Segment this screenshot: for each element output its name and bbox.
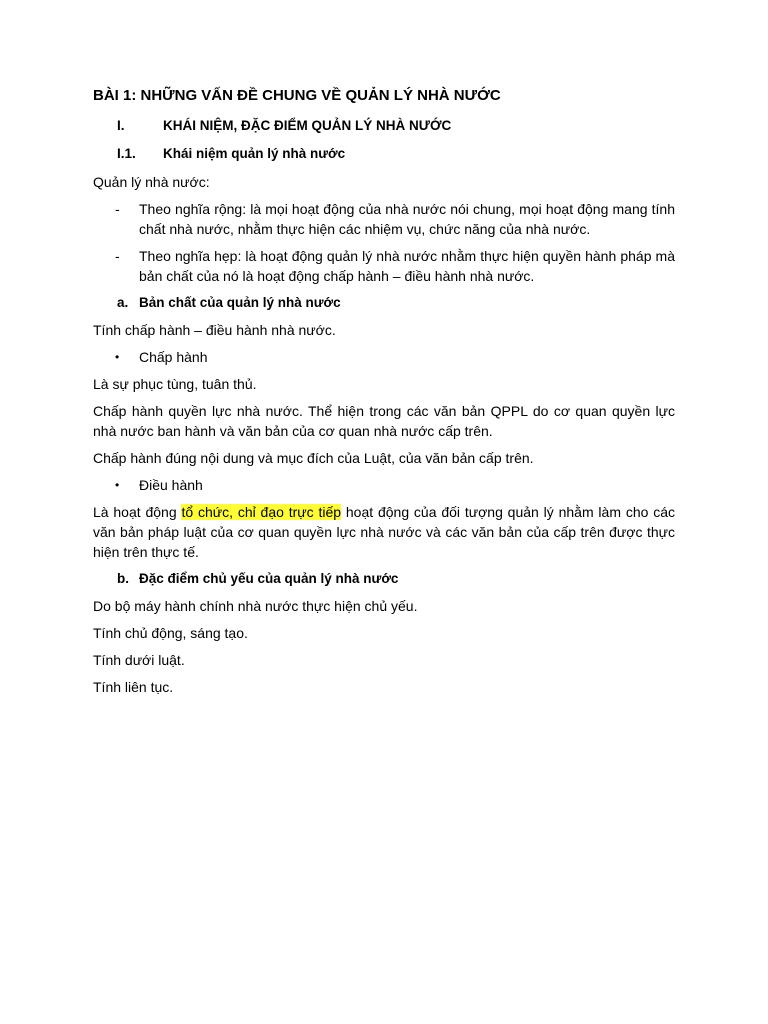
subsection-b-heading — [93, 569, 675, 589]
dash-marker: - — [115, 201, 120, 217]
subsection-label: Bản chất của quản lý nhà nước — [139, 295, 341, 310]
paragraph: Chấp hành quyền lực nhà nước. Thể hiện trong các văn bản QPPL do cơ quan quyền lực nhà nước ban hành và văn bản của cơ quan nhà nước cấp trên. — [93, 403, 675, 439]
paragraph: Do bộ máy hành chính nhà nước thực hiện chủ yếu. — [93, 598, 418, 614]
paragraph: Tính dưới luật. — [93, 652, 185, 668]
definition-item — [93, 246, 675, 286]
section-number: I.1. — [117, 146, 136, 161]
highlighted-text: tổ chức, chỉ đạo trực tiếp — [181, 504, 342, 520]
definition-text: Theo nghĩa hẹp: là hoạt động quản lý nhà nước nhằm thực hiện quyền hành pháp mà bản chất của nó là hoạt động chấp hành – điều hành nhà nước. — [139, 248, 675, 284]
dash-marker: - — [115, 248, 120, 264]
alpha-marker: a. — [117, 295, 129, 310]
text-run: Là hoạt động — [93, 504, 182, 520]
paragraph: Tính chủ động, sáng tạo. — [93, 625, 248, 641]
bullet-marker: • — [115, 350, 120, 364]
subsection-a-heading — [93, 293, 675, 313]
section-heading-1-1 — [93, 144, 675, 164]
alpha-marker: b. — [117, 571, 129, 586]
bullet-item-dieu-hanh — [93, 475, 675, 495]
section-heading-1 — [93, 116, 675, 136]
text-run: hoạt động của đối tượng quản lý nhằm làm cho các văn bản pháp luật của cơ quan quyền lực nhà nước và các văn bản của cấp trên được thực hiện trên thực tế. — [93, 504, 675, 560]
section-number: I. — [117, 118, 125, 133]
paragraph: Là sự phục tùng, tuân thủ. — [93, 376, 257, 392]
intro-paragraph: Quản lý nhà nước: — [93, 174, 210, 190]
paragraph: Tính liên tục. — [93, 679, 174, 695]
paragraph: Tính chấp hành – điều hành nhà nước. — [93, 322, 336, 338]
lesson-title: BÀI 1: NHỮNG VẤN ĐỀ CHUNG VỀ QUẢN LÝ NHÀ NƯỚC — [93, 87, 501, 104]
bullet-marker: • — [115, 478, 120, 492]
bullet-label: Chấp hành — [139, 349, 208, 365]
section-label: Khái niệm quản lý nhà nước — [163, 146, 346, 161]
definition-text: Theo nghĩa rộng: là mọi hoạt động của nhà nước nói chung, mọi hoạt động mang tính chất nhà nước, nhằm thực hiện các nhiệm vụ, chức năng của nhà nước. — [139, 201, 675, 237]
bullet-label: Điều hành — [139, 477, 203, 493]
paragraph-with-highlight — [93, 502, 675, 562]
document-content — [93, 86, 675, 704]
subsection-label: Đặc điểm chủ yếu của quản lý nhà nước — [139, 571, 399, 586]
section-label: KHÁI NIỆM, ĐẶC ĐIỂM QUẢN LÝ NHÀ NƯỚC — [163, 118, 452, 133]
paragraph: Chấp hành đúng nội dung và mục đích của Luật, của văn bản cấp trên. — [93, 450, 534, 466]
definition-item — [93, 199, 675, 239]
bullet-item-chap-hanh — [93, 347, 675, 367]
